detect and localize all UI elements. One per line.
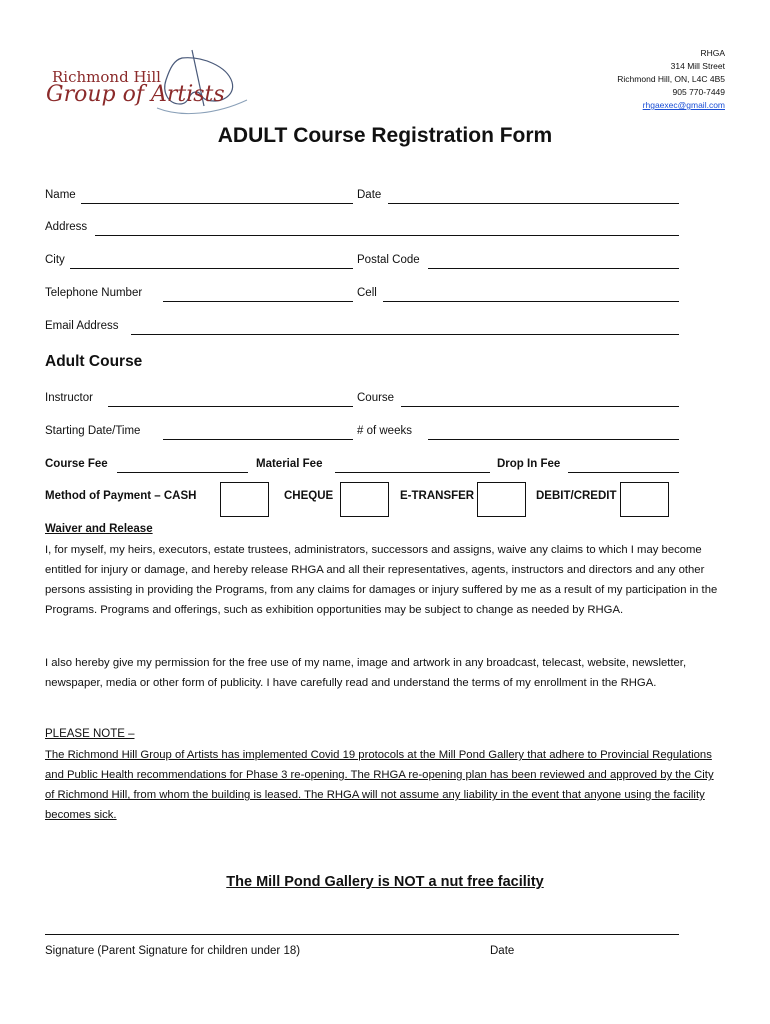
email-label: Email Address <box>45 320 119 332</box>
etransfer-label: E-TRANSFER <box>400 490 475 502</box>
signature-label: Signature (Parent Signature for children under 18) <box>45 945 301 957</box>
course-fee-label: Course Fee <box>45 458 108 470</box>
org-email-link[interactable]: rhgaexec@gmail.com <box>642 100 725 110</box>
org-street: 314 Mill Street <box>670 61 725 71</box>
etransfer-checkbox[interactable] <box>477 482 526 517</box>
weeks-field[interactable] <box>428 439 679 440</box>
postal-label: Postal Code <box>357 254 420 266</box>
cash-checkbox[interactable] <box>220 482 269 517</box>
note-body: The Richmond Hill Group of Artists has implemented Covid 19 protocols at the Mill Pond Gallery that adhere to Provincial Regulations and Public Health recommendations for Phase 3 re-opening. The RHGA re-opening plan has been reviewed and approved by the City of Richmond Hill, from whom the building is leased. The RHGA will not assume any liability in the event that anyone using the facility becomes sick. <box>45 749 714 821</box>
date-field[interactable] <box>388 203 679 204</box>
name-field[interactable] <box>81 203 353 204</box>
logo-line2: Group of Artists <box>46 82 225 107</box>
payment-label: Method of Payment – CASH <box>45 490 197 502</box>
cell-field[interactable] <box>383 301 679 302</box>
date-label: Date <box>357 189 382 201</box>
city-field[interactable] <box>70 268 353 269</box>
waiver-heading: Waiver and Release <box>45 523 153 535</box>
instructor-label: Instructor <box>45 392 93 404</box>
material-fee-label: Material Fee <box>256 458 323 470</box>
address-label: Address <box>45 221 88 233</box>
cell-label: Cell <box>357 287 377 299</box>
org-name: RHGA <box>700 48 725 58</box>
weeks-label: # of weeks <box>357 425 412 437</box>
course-field[interactable] <box>401 406 679 407</box>
course-label: Course <box>357 392 395 404</box>
cheque-label: CHEQUE <box>284 490 334 502</box>
waiver-paragraph-2: I also hereby give my permission for the free use of my name, image and artwork in any broadcast, telecast, website, newsletter, newspaper, media or other form of publicity. I have carefully read and understand the terms of my enrollment in the RHGA. <box>45 657 687 689</box>
waiver-paragraph-1: I, for myself, my heirs, executors, estate trustees, administrators, successors and assigns, waive any claims to which I may become entitled for injury or damage, and hereby release RHGA and all their representatives, agents, instructors and directors and any other persons assisting in providing the Programs, from any claims for damages or injury suffered by me as a result of my participation in the Programs. Programs and offerings, such as exhibition opportunities may be subject to change as needed by RHGA. <box>45 544 718 616</box>
logo <box>42 48 257 118</box>
org-phone: 905 770-7449 <box>672 87 725 97</box>
drop-in-fee-label: Drop In Fee <box>497 458 561 470</box>
email-field[interactable] <box>131 334 679 335</box>
material-fee-field[interactable] <box>335 472 490 473</box>
drop-in-fee-field[interactable] <box>568 472 679 473</box>
name-label: Name <box>45 189 76 201</box>
start-field[interactable] <box>163 439 353 440</box>
adult-course-heading: Adult Course <box>45 353 143 370</box>
course-fee-field[interactable] <box>117 472 248 473</box>
org-city: Richmond Hill, ON, L4C 4B5 <box>617 74 725 84</box>
debit-label: DEBIT/CREDIT <box>536 490 617 502</box>
postal-field[interactable] <box>428 268 679 269</box>
signature-date-label: Date <box>490 945 515 957</box>
start-label: Starting Date/Time <box>45 425 141 437</box>
cheque-checkbox[interactable] <box>340 482 389 517</box>
nut-free-notice: The Mill Pond Gallery is NOT a nut free facility <box>226 874 544 890</box>
telephone-field[interactable] <box>163 301 353 302</box>
signature-line[interactable] <box>45 934 679 935</box>
city-label: City <box>45 254 65 266</box>
note-heading: PLEASE NOTE – <box>45 728 135 740</box>
debit-checkbox[interactable] <box>620 482 669 517</box>
address-field[interactable] <box>95 235 679 236</box>
org-address <box>617 47 725 112</box>
logo-line1: Richmond Hill <box>52 68 161 86</box>
instructor-field[interactable] <box>108 406 353 407</box>
page-title: ADULT Course Registration Form <box>217 124 553 147</box>
telephone-label: Telephone Number <box>45 287 143 299</box>
